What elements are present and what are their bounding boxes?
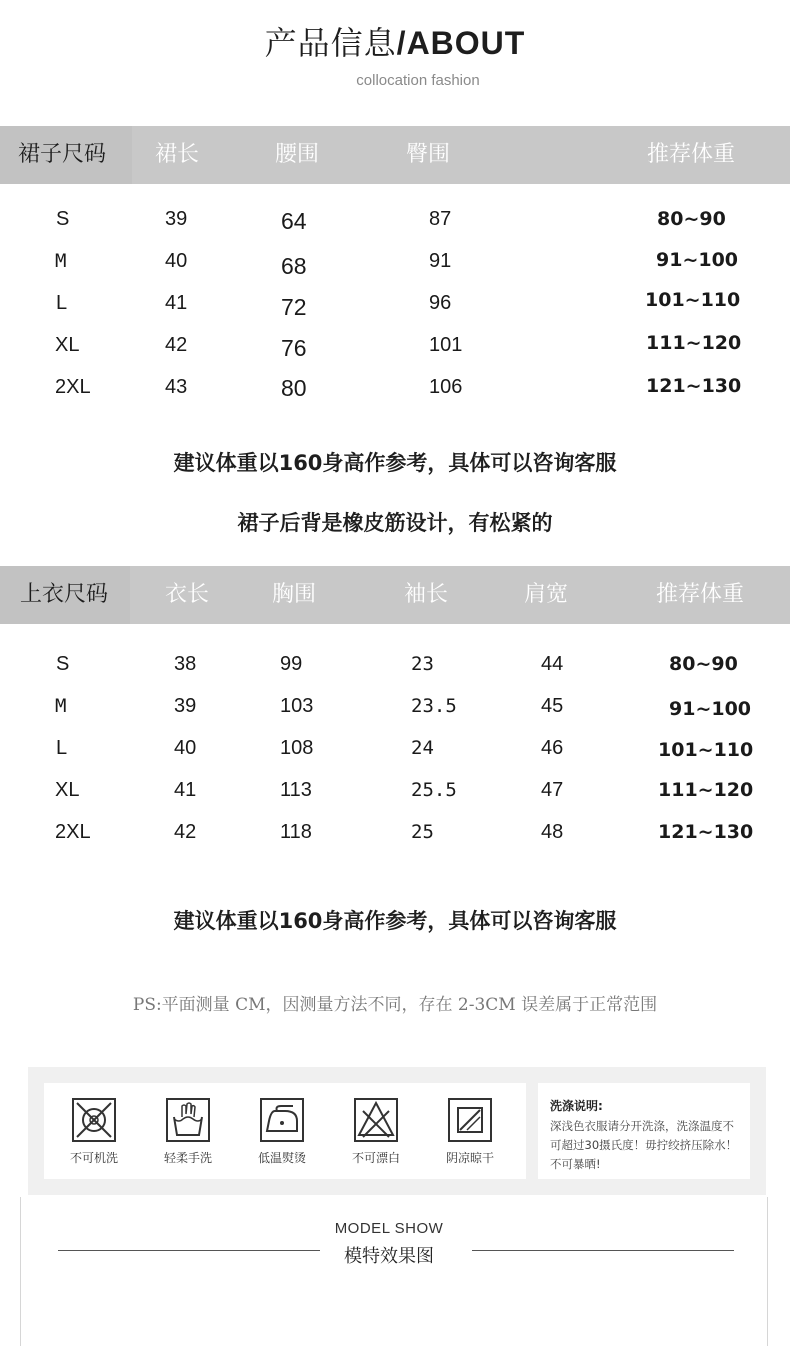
top-sleeve: 23.5 (411, 695, 457, 717)
care-item (242, 1097, 322, 1166)
top-table-header (0, 566, 790, 624)
top-length: 38 (174, 653, 197, 675)
top-header-size: 上衣尺码 (20, 582, 109, 607)
top-header-length: 衣长 (165, 582, 210, 607)
top-length: 41 (174, 779, 197, 801)
no-bleach-icon (353, 1097, 399, 1143)
skirt-waist: 64 (281, 208, 307, 234)
skirt-waist: 80 (281, 375, 307, 401)
skirt-length: 41 (165, 292, 188, 314)
skirt-weight: 91~100 (656, 249, 739, 271)
care-title: 洗涤说明: (550, 1099, 603, 1113)
top-length: 42 (174, 821, 197, 843)
skirt-waist: 76 (281, 335, 307, 361)
top-weight-note: 建议体重以160身高作参考，具体可以咨询客服 (173, 909, 617, 933)
top-shoulder: 46 (541, 737, 564, 759)
top-length: 40 (174, 737, 197, 759)
top-sleeve: 24 (411, 737, 434, 759)
model-show-title-en: MODEL SHOW (334, 1220, 444, 1237)
skirt-waist: 68 (281, 253, 307, 279)
skirt-length: 42 (165, 334, 188, 356)
top-length: 39 (174, 695, 197, 717)
top-size: S (56, 653, 70, 675)
skirt-elastic-note: 裙子后背是橡皮筋设计，有松紧的 (237, 511, 553, 535)
top-weight: 91~100 (669, 698, 752, 720)
page-title (0, 18, 790, 64)
skirt-hip: 91 (429, 250, 452, 272)
top-shoulder: 44 (541, 653, 564, 675)
top-size: L (56, 737, 68, 759)
care-label: 不可机洗 (69, 1151, 118, 1165)
shade-dry-icon (447, 1097, 493, 1143)
skirt-hip: 96 (429, 292, 452, 314)
care-item (336, 1097, 416, 1166)
skirt-length: 39 (165, 208, 188, 230)
skirt-weight: 80~90 (657, 208, 726, 230)
skirt-hip: 106 (429, 376, 463, 398)
title-en: /ABOUT (396, 25, 526, 61)
skirt-size: M (55, 250, 67, 272)
top-chest: 108 (280, 737, 314, 759)
top-weight: 80~90 (669, 653, 738, 675)
top-header-sleeve: 袖长 (404, 582, 449, 607)
care-body: 深浅色衣服请分开洗涤，洗涤温度不可超过30摄氏度！毋拧绞挤压除水！不可暴晒! (550, 1119, 738, 1171)
skirt-size: 2XL (55, 376, 91, 398)
top-chest: 99 (280, 653, 303, 675)
care-icons-panel (44, 1083, 526, 1179)
care-item (148, 1097, 228, 1166)
top-chest: 103 (280, 695, 314, 717)
skirt-length: 43 (165, 376, 188, 398)
top-size: M (55, 695, 67, 717)
skirt-weight: 101~110 (645, 289, 741, 311)
top-header-chest: 胸围 (272, 582, 317, 607)
page-subtitle: collocation fashion (356, 72, 480, 89)
top-weight: 111~120 (658, 779, 754, 801)
care-item (54, 1097, 134, 1166)
top-size: 2XL (55, 821, 91, 843)
top-shoulder: 47 (541, 779, 564, 801)
care-label: 低温熨烫 (257, 1151, 306, 1165)
top-header-weight: 推荐体重 (656, 582, 745, 607)
skirt-length: 40 (165, 250, 188, 272)
no-machine-wash-icon (71, 1097, 117, 1143)
top-sleeve: 25.5 (411, 779, 457, 801)
skirt-size: S (56, 208, 70, 230)
skirt-header-weight: 推荐体重 (647, 142, 736, 167)
hand-wash-icon (165, 1097, 211, 1143)
skirt-size: XL (55, 334, 80, 356)
top-sleeve: 25 (411, 821, 434, 843)
top-chest: 118 (280, 821, 312, 843)
skirt-weight-note: 建议体重以160身高作参考，具体可以咨询客服 (173, 451, 617, 475)
skirt-waist: 72 (281, 294, 307, 320)
skirt-header-size: 裙子尺码 (18, 142, 107, 167)
skirt-weight: 121~130 (646, 375, 742, 397)
skirt-header-length: 裙长 (155, 142, 200, 167)
skirt-table-header (0, 126, 790, 184)
care-label: 阴凉晾干 (445, 1151, 494, 1165)
care-label: 不可漂白 (351, 1151, 400, 1165)
model-show-title-cn: 模特效果图 (344, 1246, 434, 1267)
skirt-hip: 101 (429, 334, 463, 356)
skirt-size: L (56, 292, 68, 314)
top-header-shoulder: 肩宽 (524, 582, 569, 607)
care-item (430, 1097, 510, 1166)
top-shoulder: 48 (541, 821, 564, 843)
skirt-weight: 111~120 (646, 332, 742, 354)
skirt-hip: 87 (429, 208, 452, 230)
top-weight: 101~110 (658, 739, 754, 761)
skirt-header-hip: 臀围 (406, 142, 451, 167)
top-chest: 113 (280, 779, 312, 801)
care-instructions-panel (538, 1083, 750, 1179)
skirt-header-waist: 腰围 (275, 142, 320, 167)
low-iron-icon (259, 1097, 305, 1143)
top-shoulder: 45 (541, 695, 564, 717)
top-weight: 121~130 (658, 821, 754, 843)
top-size: XL (55, 779, 80, 801)
top-sleeve: 23 (411, 653, 434, 675)
care-label: 轻柔手洗 (163, 1151, 212, 1165)
measurement-note: PS:平面测量 CM，因测量方法不同，存在 2-3CM 误差属于正常范围 (132, 995, 658, 1015)
title-cn: 产品信息 (264, 24, 397, 62)
